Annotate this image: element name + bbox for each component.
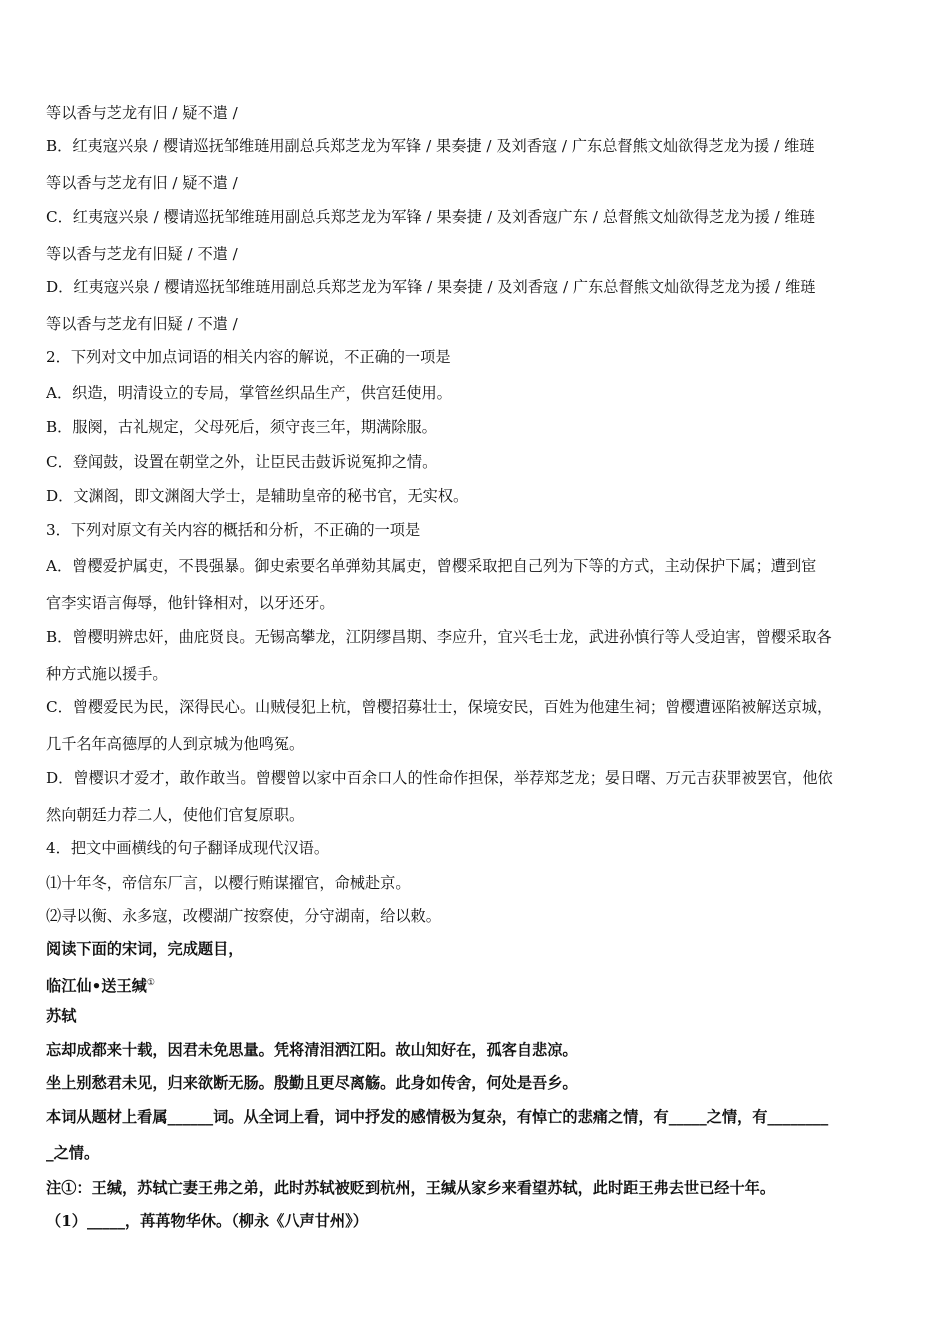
q3-option-a-line1: A．曾樱爱护属吏，不畏强暴。御史索要名单弹劾其属吏，曾樱采取把自己列为下等的方式，主动保护下属；遭到宦 (46, 557, 817, 575)
q1-option-b-line2: 等以香与芝龙有旧 / 疑不遣 / (46, 174, 238, 192)
q3-option-d-line2: 然向朝廷力荐二人，使他们官复原职。 (46, 806, 305, 824)
poem-question-line1: 本词从题材上看属______词。从全词上看，词中抒发的感情极为复杂，有悼亡的悲痛之情，有_____之情，有________ (46, 1108, 829, 1126)
poem-line-1: 忘却成都来十载，因君未免思量。凭将清泪洒江阳。故山知好在，孤客自悲凉。 (46, 1041, 578, 1059)
q3-option-b-line2: 种方式施以援手。 (46, 665, 168, 683)
q3-option-d-line1: D．曾樱识才爱才，敢作敢当。曾樱曾以家中百余口人的性命作担保，举荐郑芝龙；晏日曙、万元吉获罪被罢官，他依 (46, 769, 833, 787)
q3-option-b-line1: B．曾樱明辨忠奸，曲庇贤良。无锡高攀龙，江阴缪昌期、李应升，宜兴毛士龙，武进孙慎行等人受迫害，曾樱采取各 (46, 628, 832, 646)
poem-note: 注①：王缄，苏轼亡妻王弗之弟，此时苏轼被贬到杭州，王缄从家乡来看望苏轼，此时距王弗去世已经十年。 (46, 1179, 775, 1197)
q2-option-c: C．登闻鼓，设置在朝堂之外，让臣民击鼓诉说冤抑之情。 (46, 453, 438, 471)
q2-option-a: A．织造，明清设立的专局，掌管丝织品生产，供宫廷使用。 (46, 384, 452, 402)
q3-option-c-line2: 几千名年高德厚的人到京城为他鸣冤。 (46, 735, 305, 753)
q3-stem: 3．下列对原文有关内容的概括和分析，不正确的一项是 (46, 521, 421, 539)
q3-option-a-line2: 官李实语言侮辱，他针锋相对，以牙还牙。 (46, 594, 335, 612)
q4-stem: 4．把文中画横线的句子翻译成现代汉语。 (46, 839, 330, 857)
q1-option-b-line1: B．红夷寇兴泉 / 樱请巡抚邹维琏用副总兵郑芝龙为军锋 / 果奏捷 / 及刘香寇 / 广东总督熊文灿欲得芝龙为援 / 维琏 (46, 137, 815, 155)
poem-author: 苏轼 (46, 1007, 77, 1025)
poem-instruction: 阅读下面的宋词，完成题目， (46, 940, 244, 958)
q1-option-d-line1: D．红夷寇兴泉 / 樱请巡抚邹维琏用副总兵郑芝龙为军锋 / 果奏捷 / 及刘香寇 / 广东总督熊文灿欲得芝龙为援 / 维琏 (46, 278, 816, 296)
fill-blank-question: （1）_____，苒苒物华休。（柳永《八声甘州》） (46, 1212, 368, 1230)
q2-option-d: D．文渊阁，即文渊阁大学士，是辅助皇帝的秘书官，无实权。 (46, 487, 469, 505)
q2-stem: 2．下列对文中加点词语的相关内容的解说，不正确的一项是 (46, 348, 451, 366)
q3-option-c-line1: C．曾樱爱民为民，深得民心。山贼侵犯上杭，曾樱招募壮士，保境安民，百姓为他建生祠；曾樱遭诬陷被解送京城， (46, 698, 833, 716)
q1-option-c-line2: 等以香与芝龙有旧疑 / 不遣 / (46, 245, 238, 263)
poem-title-text: 临江仙•送王缄 (46, 977, 147, 996)
q4-sentence-2: ⑵寻以衡、永多寇，改樱湖广按察使，分守湖南，给以敕。 (46, 907, 441, 925)
poem-title (46, 973, 906, 996)
q2-option-b: B．服阕，古礼规定，父母死后，须守丧三年，期满除服。 (46, 418, 437, 436)
footnote-mark: ① (146, 978, 155, 988)
q4-sentence-1: ⑴十年冬，帝信东厂言，以樱行贿谋擢官，命械赴京。 (46, 874, 411, 892)
q1-option-c-line1: C．红夷寇兴泉 / 樱请巡抚邹维琏用副总兵郑芝龙为军锋 / 果奏捷 / 及刘香寇广东 / 总督熊文灿欲得芝龙为援 / 维琏 (46, 208, 815, 226)
poem-line-2: 坐上别愁君未见，归来欲断无肠。殷勤且更尽离觞。此身如传舍，何处是吾乡。 (46, 1074, 578, 1092)
q1-option-a-continuation: 等以香与芝龙有旧 / 疑不遣 / (46, 104, 238, 122)
q1-option-d-line2: 等以香与芝龙有旧疑 / 不遣 / (46, 315, 238, 333)
poem-question-line2: _之情。 (46, 1144, 100, 1162)
